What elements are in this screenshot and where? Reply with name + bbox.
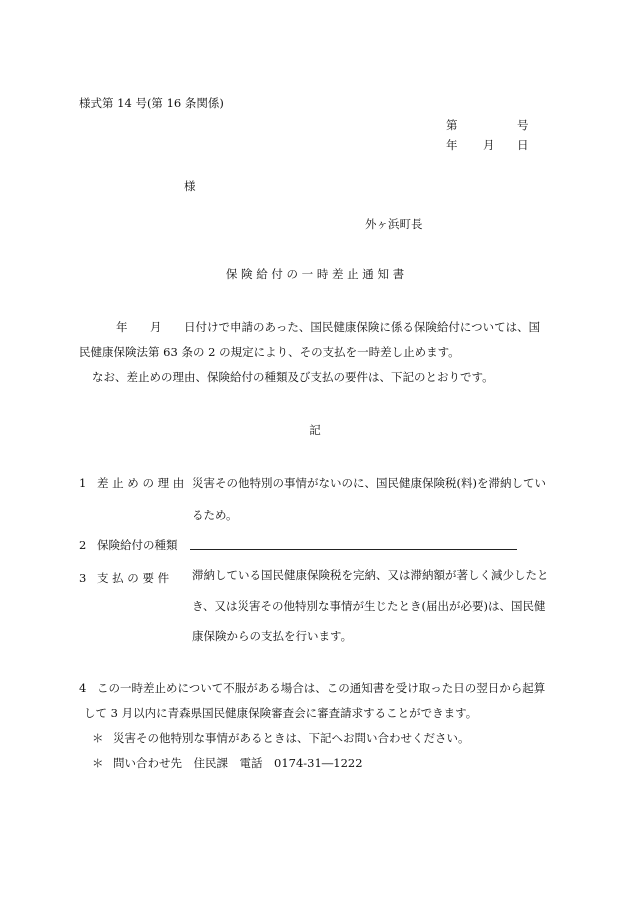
benefit-type-blank-line xyxy=(190,549,517,550)
item-number: 3 xyxy=(79,571,87,585)
item-label-payment-conditions: 支 払 の 要 件 xyxy=(97,571,170,585)
item-text-reason-2: るため。 xyxy=(192,508,238,522)
body-line-3: なお、差止めの理由、保険給付の種類及び支払の要件は、下記のとおりです。 xyxy=(92,370,494,384)
body-year-label: 年 xyxy=(116,320,128,334)
item-text-conditions-3: 康保険からの支払を行います。 xyxy=(192,629,353,643)
form-number: 様式第 14 号(第 16 条関係) xyxy=(79,96,224,110)
note-special-circumstances: 災害その他特別な事情があるときは、下記へお問い合わせください。 xyxy=(113,731,470,745)
item-label-reason: 差 止 め の 理 由 xyxy=(97,476,185,490)
document-title: 保 険 給 付 の 一 時 差 止 通 知 書 xyxy=(225,267,405,281)
item-text-conditions-2: き、又は災害その他特別な事情が生じたとき(届出が必要)は、国民健 xyxy=(192,599,546,613)
addressee-suffix: 様 xyxy=(184,179,196,193)
body-line-2: 民健康保険法第 63 条の 2 の規定により、その支払を一時差し止めます。 xyxy=(79,345,460,359)
item4-line-2: して 3 月以内に青森県国民健康保険審査会に審査請求することができます。 xyxy=(84,706,478,720)
date-month-label: 月 xyxy=(483,138,495,152)
date-day-label: 日 xyxy=(517,138,529,152)
item-number: 4 xyxy=(79,681,87,695)
item-text-conditions-1: 滞納している国民健康保険税を完納、又は滞納額が著しく減少したと xyxy=(192,568,549,582)
note-asterisk: ＊ xyxy=(92,731,104,745)
date-year-label: 年 xyxy=(446,138,458,152)
note-asterisk: ＊ xyxy=(92,756,104,770)
ki-heading: 記 xyxy=(309,423,321,437)
item4-line-1: この一時差止めについて不服がある場合は、この通知書を受け取った日の翌日から起算 xyxy=(97,681,546,695)
number-prefix: 第 xyxy=(446,118,458,132)
note-contact: 問い合わせ先 住民課 電話 0174-31―1222 xyxy=(113,756,363,770)
number-suffix: 号 xyxy=(517,118,529,132)
item-number: 2 xyxy=(79,538,87,552)
issuer: 外ヶ浜町長 xyxy=(365,217,423,231)
body-line-1: 日付けで申請のあった、国民健康保険に係る保険給付については、国 xyxy=(184,320,541,334)
item-number: 1 xyxy=(79,476,87,490)
item-text-reason-1: 災害その他特別の事情がないのに、国民健康保険税(料)を滞納してい xyxy=(192,476,546,490)
body-month-label: 月 xyxy=(150,320,162,334)
item-label-benefit-type: 保険給付の種類 xyxy=(97,538,178,552)
